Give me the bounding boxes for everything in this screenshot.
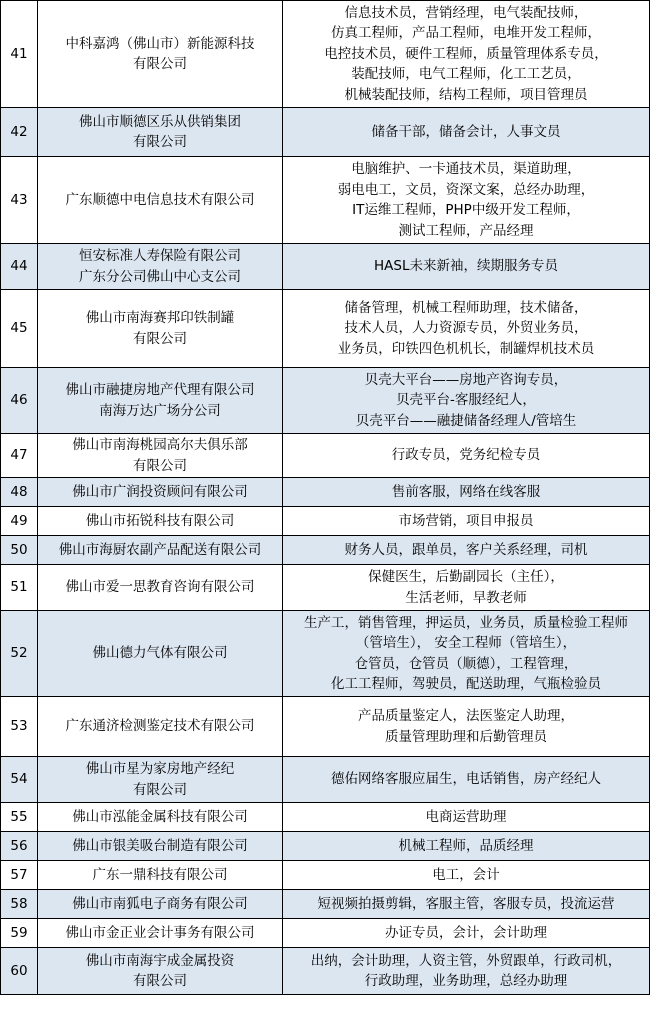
company-name-line: 佛山德力气体有限公司 bbox=[92, 645, 228, 662]
company-name bbox=[38, 368, 283, 434]
company-name-line: 佛山市拓锐科技有限公司 bbox=[85, 512, 235, 529]
company-name bbox=[38, 478, 283, 507]
row-number: 55 bbox=[1, 803, 38, 832]
table-row bbox=[1, 108, 650, 157]
job-positions bbox=[283, 368, 650, 434]
job-positions-line: 办证专员，会计，会计助理 bbox=[385, 924, 547, 941]
job-positions-line: 生产工，销售管理，押运员，业务员，质量检验工程师 bbox=[304, 614, 628, 631]
job-positions-line: 产品质量鉴定人，法医鉴定人助理， bbox=[358, 708, 574, 724]
table-row bbox=[1, 1, 650, 108]
job-positions bbox=[283, 832, 650, 861]
table-row bbox=[1, 290, 650, 368]
company-name bbox=[38, 434, 283, 478]
job-positions bbox=[283, 157, 650, 244]
company-name-line: 佛山市南海宇成金属投资 bbox=[85, 952, 235, 969]
job-positions-line: 机械装配技师，结构工程师，项目管理员 bbox=[344, 86, 588, 103]
job-positions-line: 仿真工程师，产品工程师，电堆开发工程师， bbox=[331, 25, 601, 42]
company-name bbox=[38, 948, 283, 995]
table-row bbox=[1, 948, 650, 995]
table-row bbox=[1, 919, 650, 948]
table-row bbox=[1, 157, 650, 244]
company-name-line: 广东通济检测鉴定技术有限公司 bbox=[65, 718, 255, 735]
job-positions bbox=[283, 536, 650, 565]
job-positions-line: 行政专员，党务纪检专员 bbox=[391, 447, 541, 464]
company-name-line: 广东分公司佛山中心支公司 bbox=[79, 268, 241, 285]
row-number: 48 bbox=[1, 478, 38, 507]
job-positions-line: 电控技术员，硬件工程师，质量管理体系专员， bbox=[324, 45, 608, 62]
company-name-line: 佛山市金正业会计事务有限公司 bbox=[65, 924, 255, 941]
table-row bbox=[1, 244, 650, 290]
row-number: 51 bbox=[1, 565, 38, 611]
row-number: 41 bbox=[1, 1, 38, 108]
company-name bbox=[38, 290, 283, 368]
job-positions-line: 化工工程师，驾驶员，配送助理，气瓶检验员 bbox=[331, 676, 601, 692]
job-positions bbox=[283, 244, 650, 290]
company-name-line: 有限公司 bbox=[133, 330, 187, 347]
company-name bbox=[38, 1, 283, 108]
job-positions bbox=[283, 948, 650, 995]
company-name-line: 南海万达广场分公司 bbox=[99, 402, 221, 419]
job-positions bbox=[283, 434, 650, 478]
job-positions-line: 贝壳大平台——房地产咨询专员， bbox=[364, 371, 568, 388]
row-number: 49 bbox=[1, 507, 38, 536]
company-name bbox=[38, 108, 283, 157]
job-positions-line: 质量管理助理和后勤管理员 bbox=[385, 728, 547, 745]
job-positions-line: 售前客服，网络在线客服 bbox=[391, 483, 541, 500]
job-positions-line: 测试工程师，产品经理 bbox=[398, 222, 534, 239]
table-row bbox=[1, 803, 650, 832]
company-name-line: 佛山市爱一思教育咨询有限公司 bbox=[65, 579, 255, 596]
row-number: 47 bbox=[1, 434, 38, 478]
job-positions bbox=[283, 611, 650, 697]
company-name bbox=[38, 832, 283, 861]
table-row bbox=[1, 832, 650, 861]
company-name bbox=[38, 157, 283, 244]
company-name-line: 有限公司 bbox=[133, 56, 187, 72]
job-positions-line: 电脑维护、一卡通技术员，渠道助理， bbox=[351, 161, 581, 177]
job-positions-line: 德佑网络客服应届生，电话销售，房产经纪人 bbox=[331, 771, 601, 788]
company-name bbox=[38, 507, 283, 536]
job-positions-line: IT运维工程师，PHP中级开发工程师， bbox=[352, 202, 580, 218]
job-positions bbox=[283, 565, 650, 611]
company-name bbox=[38, 861, 283, 890]
company-name-line: 佛山市南狐电子商务有限公司 bbox=[72, 895, 248, 912]
job-positions-line: 弱电电工，文员，资深文案，总经办助理， bbox=[337, 181, 595, 198]
row-number: 56 bbox=[1, 832, 38, 861]
company-name-line: 佛山市广润投资顾问有限公司 bbox=[72, 483, 248, 500]
table-row bbox=[1, 536, 650, 565]
job-positions bbox=[283, 1, 650, 108]
row-number: 42 bbox=[1, 108, 38, 157]
company-name-line: 佛山市海厨农副产品配送有限公司 bbox=[58, 541, 262, 558]
job-positions-line: 财务人员，跟单员，客户关系经理，司机 bbox=[344, 541, 588, 558]
table-row bbox=[1, 478, 650, 507]
row-number: 60 bbox=[1, 948, 38, 995]
company-name-line: 有限公司 bbox=[133, 781, 187, 798]
company-name-line: 佛山市融捷房地产代理有限公司 bbox=[65, 382, 255, 398]
job-positions bbox=[283, 757, 650, 803]
company-name bbox=[38, 803, 283, 832]
company-name-line: 中科嘉鸿（佛山市）新能源科技 bbox=[65, 35, 255, 52]
company-name bbox=[38, 244, 283, 290]
job-positions-line: 装配技师，电气工程师，化工工艺员， bbox=[351, 66, 581, 83]
row-number: 57 bbox=[1, 861, 38, 890]
company-name-line: 佛山市泓能金属科技有限公司 bbox=[72, 808, 248, 825]
job-positions bbox=[283, 507, 650, 536]
company-name-line: 佛山市南海赛邦印铁制罐 bbox=[85, 310, 235, 326]
job-positions-line: 短视频拍摄剪辑，客服主管，客服专员，投流运营 bbox=[317, 895, 615, 912]
company-name bbox=[38, 536, 283, 565]
company-name bbox=[38, 697, 283, 757]
company-name-line: 佛山市星为家房地产经纪 bbox=[85, 761, 235, 777]
company-name-line: 广东顺德中电信息技术有限公司 bbox=[65, 191, 255, 208]
company-name-line: 佛山市银美吸台制造有限公司 bbox=[72, 837, 248, 854]
job-positions-line: 电工，会计 bbox=[432, 866, 500, 883]
job-positions bbox=[283, 919, 650, 948]
job-positions-line: 行政助理，业务助理，总经办助理 bbox=[364, 973, 568, 989]
row-number: 59 bbox=[1, 919, 38, 948]
row-number: 46 bbox=[1, 368, 38, 434]
job-positions bbox=[283, 290, 650, 368]
table-row bbox=[1, 507, 650, 536]
table-row bbox=[1, 757, 650, 803]
row-number: 44 bbox=[1, 244, 38, 290]
job-positions-line: 出纳，会计助理，人资主管，外贸跟单，行政司机， bbox=[310, 952, 622, 969]
job-positions-line: 业务员，印铁四色机机长，制罐焊机技术员 bbox=[337, 340, 595, 357]
table-row bbox=[1, 890, 650, 919]
company-name bbox=[38, 565, 283, 611]
company-name-line: 有限公司 bbox=[133, 457, 187, 474]
job-positions bbox=[283, 697, 650, 757]
job-positions-line: 储备管理，机械工程师助理，技术储备， bbox=[344, 299, 588, 316]
company-name bbox=[38, 611, 283, 697]
job-positions-line: 电商运营助理 bbox=[425, 808, 507, 825]
job-positions-line: 市场营销，项目申报员 bbox=[398, 512, 534, 529]
table-row bbox=[1, 565, 650, 611]
job-positions-line: 技术人员，人力资源专员，外贸业务员， bbox=[344, 320, 588, 337]
row-number: 54 bbox=[1, 757, 38, 803]
job-positions-line: 保健医生，后勤副园长（主任）， bbox=[368, 569, 564, 585]
company-name bbox=[38, 919, 283, 948]
company-name bbox=[38, 757, 283, 803]
row-number: 58 bbox=[1, 890, 38, 919]
company-name-line: 佛山市顺德区乐从供销集团 bbox=[79, 113, 241, 130]
company-name bbox=[38, 890, 283, 919]
table-row bbox=[1, 611, 650, 697]
company-name-line: 广东一鼎科技有限公司 bbox=[92, 866, 228, 883]
job-positions-line: 信息技术员，营销经理，电气装配技师， bbox=[344, 4, 588, 21]
job-positions-line: 贝壳平台——融捷储备经理人/管培生 bbox=[355, 412, 577, 429]
job-positions-line: 贝壳平台-客服经纪人， bbox=[396, 392, 536, 409]
job-positions-line: HASL未来新袖，续期服务专员 bbox=[374, 258, 558, 275]
row-number: 52 bbox=[1, 611, 38, 697]
row-number: 45 bbox=[1, 290, 38, 368]
row-number: 43 bbox=[1, 157, 38, 244]
job-positions bbox=[283, 890, 650, 919]
job-positions bbox=[283, 478, 650, 507]
company-name-line: 有限公司 bbox=[133, 134, 187, 150]
job-positions-line: 生活老师，早教老师 bbox=[405, 589, 527, 606]
job-positions-line: （管培生）， 安全工程师（管培生）， bbox=[355, 635, 577, 651]
table-row bbox=[1, 861, 650, 890]
row-number: 53 bbox=[1, 697, 38, 757]
table-row bbox=[1, 697, 650, 757]
job-positions bbox=[283, 108, 650, 157]
company-name-line: 有限公司 bbox=[133, 973, 187, 989]
job-positions bbox=[283, 803, 650, 832]
table-row bbox=[1, 368, 650, 434]
company-name-line: 恒安标准人寿保险有限公司 bbox=[79, 248, 241, 264]
company-name-line: 佛山市南海桃园高尔夫俱乐部 bbox=[72, 437, 248, 453]
job-positions-line: 仓管员，仓管员（顺德），工程管理， bbox=[354, 655, 578, 672]
job-positions bbox=[283, 861, 650, 890]
row-number: 50 bbox=[1, 536, 38, 565]
job-positions-line: 储备干部，储备会计，人事文员 bbox=[371, 123, 561, 140]
job-positions-line: 机械工程师，品质经理 bbox=[398, 837, 534, 854]
table-row bbox=[1, 434, 650, 478]
